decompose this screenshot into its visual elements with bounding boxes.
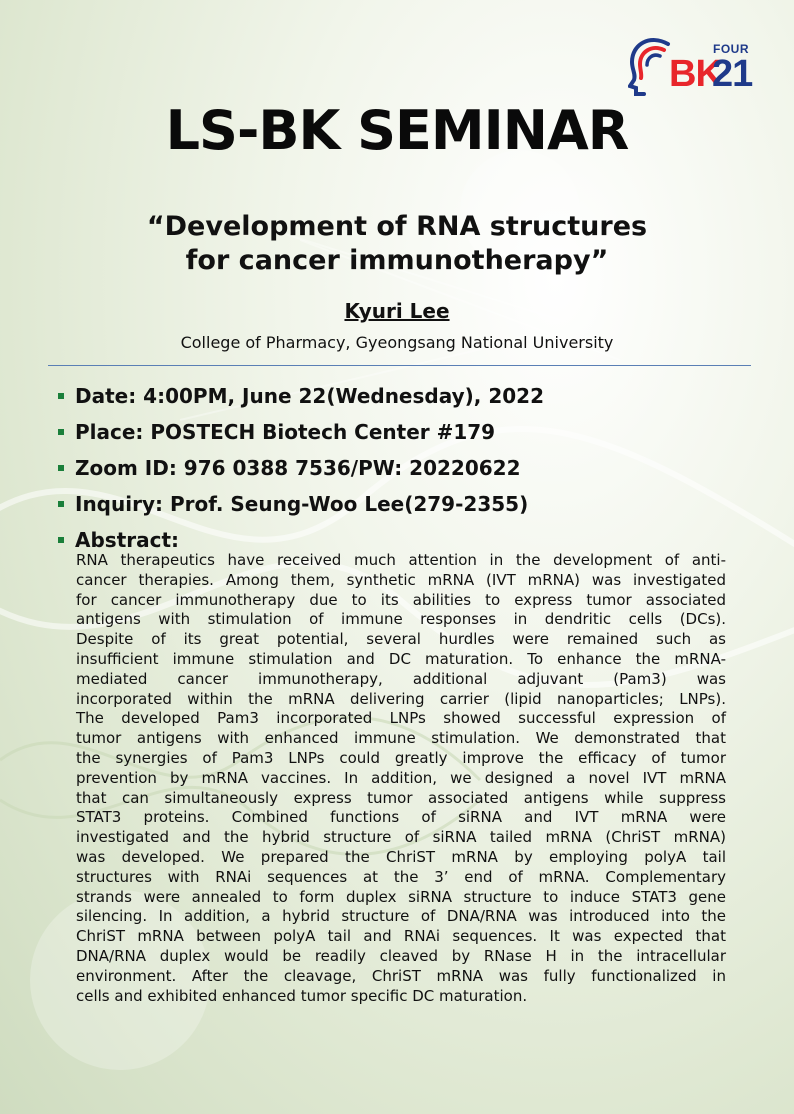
abstract-line: cells and exhibited enhanced tumor specific DC maturation. bbox=[76, 986, 528, 1005]
abstract-line: The developed Pam3 incorporated LNPs showed successful expression of bbox=[76, 709, 726, 728]
info-zoom-text: Zoom ID: 976 0388 7536/PW: 20220622 bbox=[75, 456, 521, 480]
abstract-line: investigated and the hybrid structure of siRNA tailed mRNA (ChriST mRNA) bbox=[76, 828, 726, 847]
abstract-line: cancer therapies. Among them, synthetic mRNA (IVT mRNA) was investigated bbox=[76, 570, 726, 589]
abstract-line: STAT3 proteins. Combined functions of siRNA and IVT mRNA were bbox=[76, 808, 726, 827]
seminar-title: LS-BK SEMINAR bbox=[165, 99, 629, 162]
talk-title-line-1: “Development of RNA structures bbox=[146, 211, 648, 242]
abstract-line: the synergies of Pam3 LNPs could greatly improve the efficacy of tumor bbox=[76, 748, 726, 767]
abstract-line: DNA/RNA duplex would be readily cleaved by RNase H in the intracellular bbox=[76, 946, 726, 965]
info-place-text: Place: POSTECH Biotech Center #179 bbox=[75, 420, 496, 444]
abstract-heading: Abstract: bbox=[75, 528, 180, 552]
bullet-icon bbox=[58, 465, 64, 471]
bullet-icon bbox=[58, 393, 64, 399]
abstract-line: strands were annealed to form duplex siRNA structure to induce STAT3 gene bbox=[76, 887, 726, 906]
abstract-line: ChriST mRNA between polyA tail and RNAi sequences. It was expected that bbox=[76, 927, 726, 946]
speaker-name: Kyuri Lee bbox=[344, 299, 450, 323]
abstract-line: structures with RNAi sequences at the 3’ end of mRNA. Complementary bbox=[76, 867, 726, 886]
bullet-icon bbox=[58, 537, 64, 543]
abstract-line: that can simultaneously express tumor associated antigens while suppress bbox=[76, 788, 726, 807]
abstract-line: prevention by mRNA vaccines. In addition, we designed a novel IVT mRNA bbox=[76, 768, 726, 787]
abstract-body bbox=[76, 551, 726, 1006]
info-item-zoom bbox=[58, 450, 778, 486]
info-date-text: Date: 4:00PM, June 22(Wednesday), 2022 bbox=[75, 384, 545, 408]
abstract-line: mediated cancer immunotherapy, additional adjuvant (Pam3) was bbox=[76, 669, 726, 688]
abstract-line: insufficient immune stimulation and DC maturation. To enhance the mRNA- bbox=[76, 649, 726, 668]
abstract-line: silencing. In addition, a hybrid structure of DNA/RNA was introduced into the bbox=[76, 907, 726, 926]
abstract-line: environment. After the cleavage, ChriST mRNA was fully functionalized in bbox=[76, 966, 726, 985]
bk21-four-logo bbox=[628, 36, 756, 98]
abstract-line: Despite of its great potential, several hurdles were remained such as bbox=[76, 630, 726, 649]
info-item-place bbox=[58, 414, 778, 450]
logo-four-text: FOUR bbox=[713, 42, 749, 56]
talk-title bbox=[0, 210, 794, 278]
head-profile-icon bbox=[628, 36, 674, 96]
info-item-date bbox=[58, 378, 778, 414]
abstract-line: antigens with stimulation of immune responses in dendritic cells (DCs). bbox=[76, 610, 726, 629]
info-inquiry-text: Inquiry: Prof. Seung-Woo Lee(279-2355) bbox=[75, 492, 529, 516]
abstract-line: incorporated within the mRNA delivering carrier (lipid nanoparticles; LNPs). bbox=[76, 689, 726, 708]
abstract-line: RNA therapeutics have received much attention in the development of anti- bbox=[76, 551, 726, 569]
talk-title-line-2: for cancer immunotherapy” bbox=[185, 245, 609, 276]
logo-bk-text: BK bbox=[669, 53, 722, 95]
bullet-icon bbox=[58, 429, 64, 435]
seminar-info-list bbox=[58, 378, 778, 558]
speaker-affiliation: College of Pharmacy, Gyeongsang National University bbox=[180, 333, 614, 352]
info-item-inquiry bbox=[58, 486, 778, 522]
abstract-line: was developed. We prepared the ChriST mRNA by employing polyA tail bbox=[76, 847, 726, 866]
divider bbox=[48, 365, 751, 366]
logo-21-text: 21 bbox=[712, 53, 753, 95]
bullet-icon bbox=[58, 501, 64, 507]
abstract-line: tumor antigens with enhanced immune stimulation. We demonstrated that bbox=[76, 729, 726, 748]
abstract-line: for cancer immunotherapy due to its abilities to express tumor associated bbox=[76, 590, 726, 609]
